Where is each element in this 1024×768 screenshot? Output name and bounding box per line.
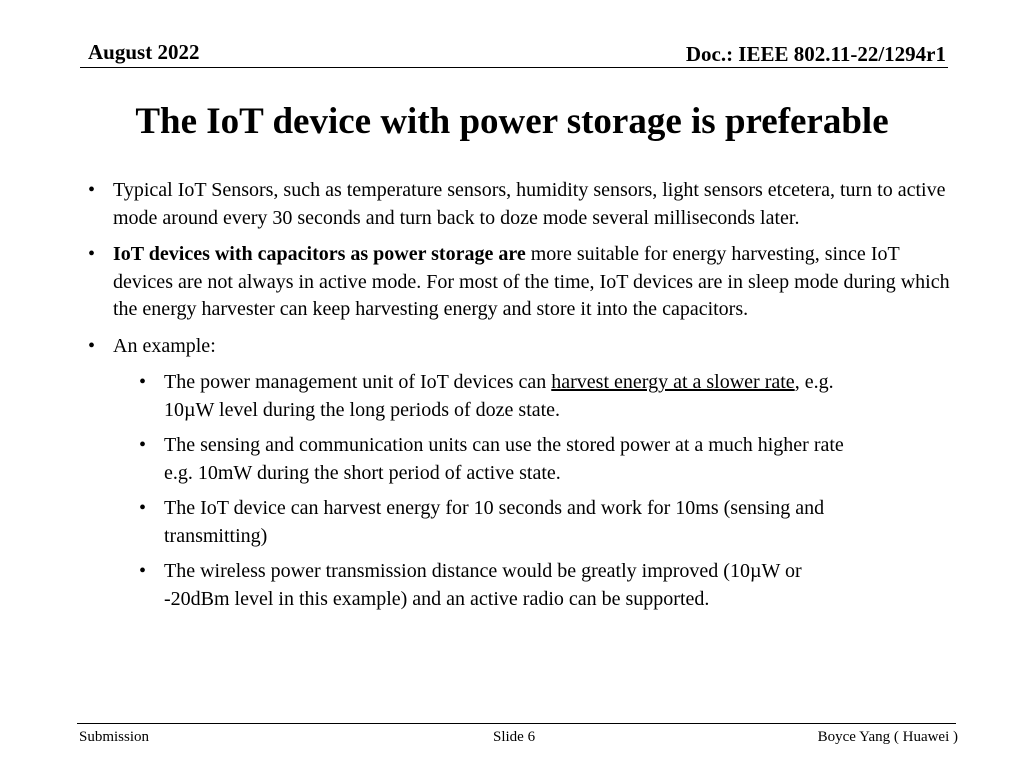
slide-title: The IoT device with power storage is preferable — [135, 101, 889, 142]
slide-body — [88, 177, 958, 621]
sub-bullet-item — [88, 495, 869, 550]
bullet-bold-text: IoT devices with capacitors as power storage are — [113, 243, 526, 265]
header-date: August 2022 — [88, 40, 200, 64]
bullet-marker: • — [139, 434, 147, 456]
footer-divider — [77, 723, 956, 724]
bullet-text: more suitable for energy harvesting, since IoT devices are not always in active mode. For most of the time, IoT devices are in sleep mode during which the energy harvester can keep harvesting energy and store it into the capacitors. — [113, 243, 950, 320]
sub-bullet-text: The power management unit of IoT devices can — [164, 371, 552, 393]
header-doc-id: Doc.: IEEE 802.11-22/1294r1 — [685, 42, 946, 66]
bullet-marker: • — [139, 560, 147, 582]
bullet-marker: • — [139, 497, 147, 519]
sub-bullet-item — [88, 558, 869, 613]
bullet-marker: • — [139, 371, 147, 393]
header-divider — [80, 67, 948, 68]
sub-bullet-item — [88, 369, 869, 424]
sub-bullet-text: The IoT device can harvest energy for 10 seconds and work for 10ms (sensing and transmitting) — [164, 497, 825, 547]
bullet-marker: • — [88, 334, 96, 357]
footer-author: Boyce Yang ( Huawei ) — [817, 729, 958, 745]
bullet-marker: • — [88, 243, 96, 265]
sub-bullet-text: The sensing and communication units can use the stored power at a much higher rate e.g. 10mW during the short period of active state. — [164, 434, 844, 484]
bullet-item — [88, 177, 958, 232]
bullet-text: An example: — [113, 334, 216, 357]
footer-submission: Submission — [79, 729, 150, 745]
sub-bullet-text: The wireless power transmission distance would be greatly improved (10µW or -20dBm level in this example) and an active radio can be supported. — [164, 560, 802, 610]
footer-slide-number: Slide 6 — [493, 729, 536, 745]
bullet-item — [88, 333, 958, 361]
bullet-item — [88, 241, 958, 324]
sub-bullet-text: , e.g. 10µW level during the long periods of doze state. — [164, 371, 834, 421]
underlined-text: harvest energy at a slower rate — [551, 371, 795, 393]
bullet-text: Typical IoT Sensors, such as temperature sensors, humidity sensors, light sensors etcetera, turn to active mode around every 30 seconds and turn back to doze mode several milliseconds later. — [113, 179, 946, 229]
bullet-marker: • — [88, 179, 96, 201]
sub-bullet-item — [88, 432, 869, 487]
